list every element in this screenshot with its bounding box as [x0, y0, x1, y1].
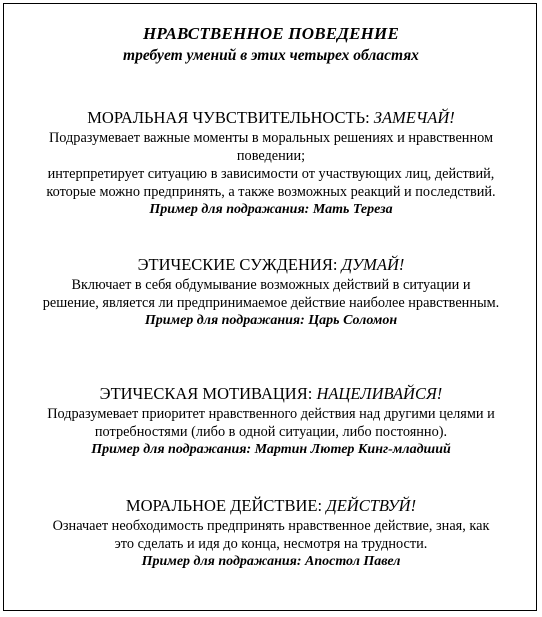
section-text-line: это сделать и идя до конца, несмотря на трудности.: [114, 536, 428, 552]
section-example: Пример для подражания: Мать Тереза: [149, 202, 393, 217]
section-heading: [6, 108, 536, 128]
section-ethical-motivation: [6, 384, 536, 459]
section-text-line: которые можно предпринять, а также возможных реакций и последствий.: [46, 184, 496, 200]
section-heading: [6, 384, 536, 404]
section-heading: [6, 255, 536, 275]
section-text-line: Включает в себя обдумывание возможных действий в ситуации и: [71, 277, 471, 293]
section-heading-label: МОРАЛЬНАЯ ЧУВСТВИТЕЛЬНОСТЬ:: [87, 108, 370, 127]
section-heading-action: ДУМАЙ!: [341, 255, 405, 274]
section-text-line: Означает необходимость предпринять нравственное действие, зная, как: [52, 518, 490, 534]
section-example: Пример для подражания: Мартин Лютер Кинг-младший: [91, 442, 451, 457]
section-heading-action: ДЕЙСТВУЙ!: [326, 496, 417, 515]
section-text-line: Подразумевает приоритет нравственного действия над другими целями и: [47, 406, 495, 422]
section-text-line: интерпретирует ситуацию в зависимости от участвующих лиц, действий,: [47, 166, 495, 182]
section-text-line: решение, является ли предпринимаемое действие наиболее нравственным.: [42, 295, 500, 311]
section-example: Пример для подражания: Апостол Павел: [141, 554, 401, 569]
page-subtitle: требует умений в этих четырех областях: [123, 47, 419, 64]
section-text-line: поведении;: [236, 148, 306, 164]
section-heading-label: МОРАЛЬНОЕ ДЕЙСТВИЕ:: [125, 496, 323, 515]
section-example: Пример для подражания: Царь Соломон: [144, 313, 398, 328]
section-text-line: потребностями (либо в одной ситуации, либо постоянно).: [94, 424, 448, 440]
section-heading-action: ЗАМЕЧАЙ!: [373, 108, 455, 127]
section-text-line: Подразумевает важные моменты в моральных решениях и нравственном: [48, 130, 494, 146]
section-heading-label: ЭТИЧЕСКАЯ МОТИВАЦИЯ:: [99, 384, 313, 403]
section-moral-sensitivity: [6, 108, 536, 219]
section-heading-label: ЭТИЧЕСКИЕ СУЖДЕНИЯ:: [137, 255, 338, 274]
page-title: НРАВСТВЕННОЕ ПОВЕДЕНИЕ: [142, 24, 400, 43]
section-heading-action: НАЦЕЛИВАЙСЯ!: [316, 384, 443, 403]
section-moral-action: [6, 496, 536, 571]
section-ethical-judgment: [6, 255, 536, 330]
section-heading: [6, 496, 536, 516]
